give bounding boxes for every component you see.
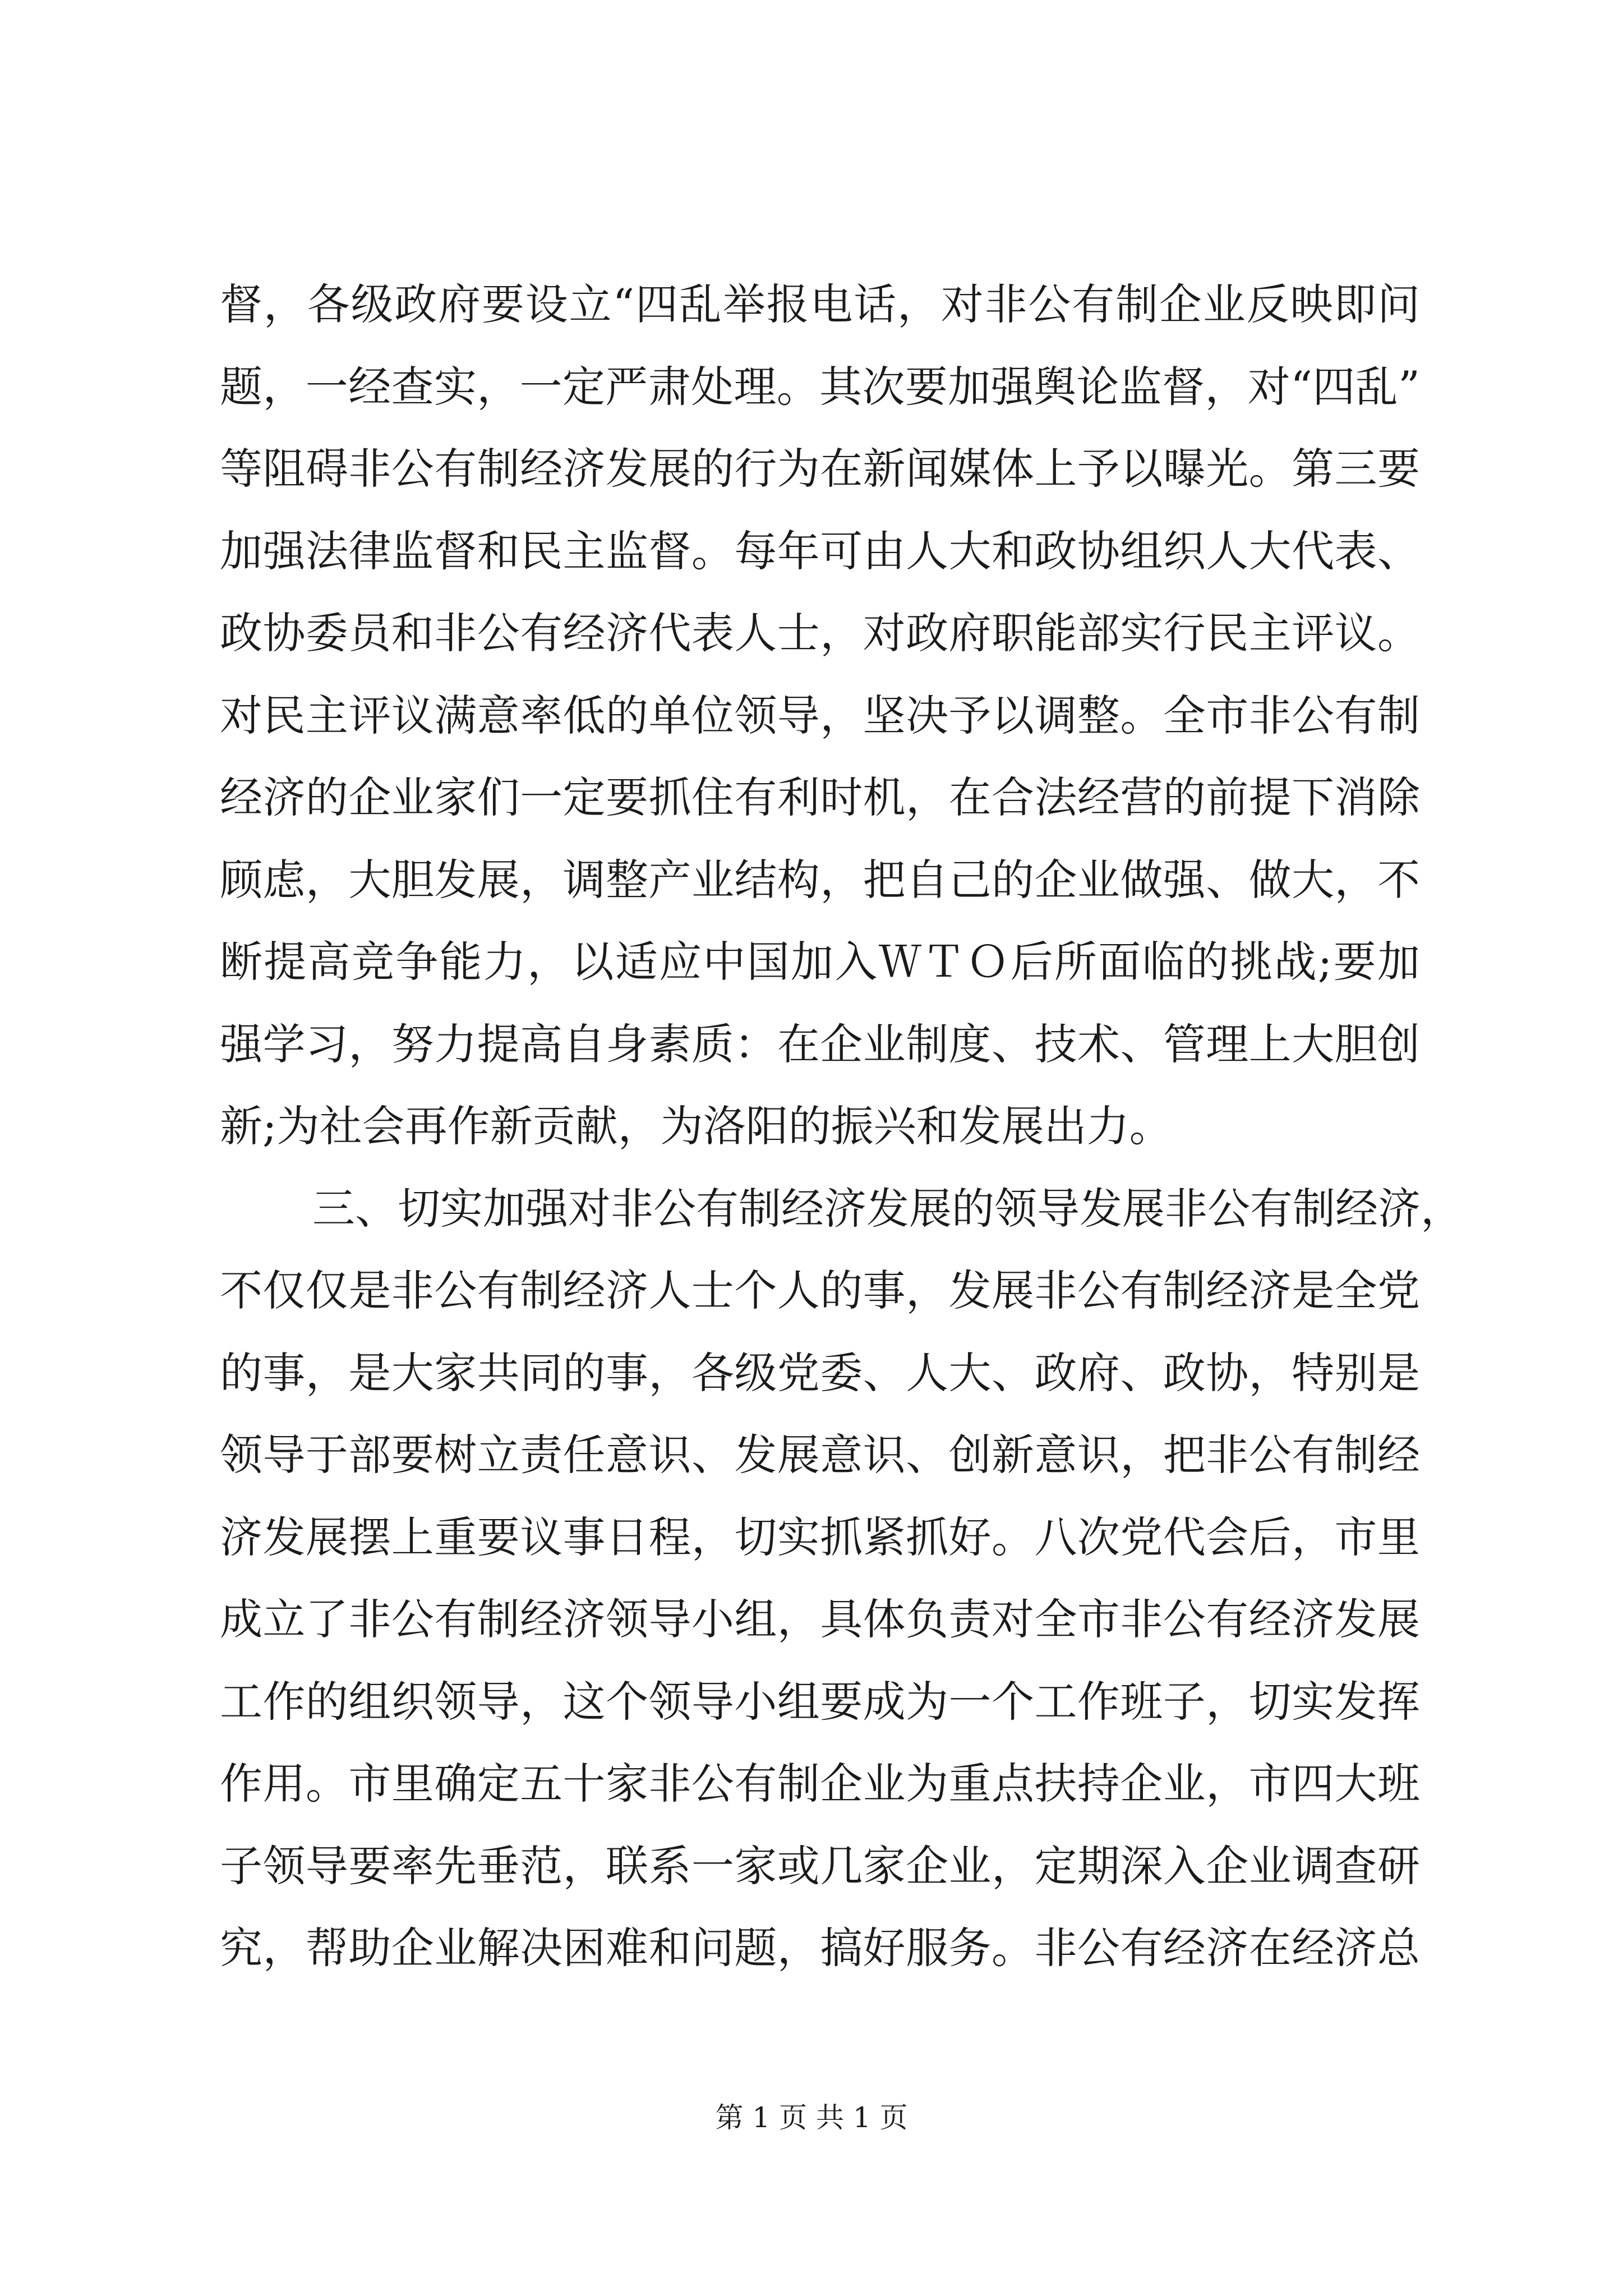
text-line: 的事，是大家共同的事，各级党委、人大、政府、政协，特别是 (220, 1347, 1420, 1398)
text-line: 究，帮助企业解决困难和问题，搞好服务。非公有经济在经济总 (220, 1923, 1420, 1973)
section-heading-line: 三、切实加强对非公有制经济发展的领导发展非公有制经济， (312, 1183, 1463, 1234)
text-line: 子领导要率先垂范，联系一家或几家企业，定期深入企业调查研 (220, 1841, 1420, 1891)
text-line: 强学习，努力提高自身素质：在企业制度、技术、管理上大胆创 (220, 1019, 1420, 1069)
text-line: 领导于部要树立责任意识、发展意识、创新意识，把非公有制经 (220, 1430, 1420, 1480)
text-line: 作用。市里确定五十家非公有制企业为重点扶持企业，市四大班 (220, 1759, 1420, 1809)
text-line: 对民主评议满意率低的单位领导，坚决予以调整。全市非公有制 (220, 690, 1420, 740)
text-line: 不仅仅是非公有制经济人士个人的事，发展非公有制经济是全党 (220, 1266, 1420, 1315)
text-line: 断提高竞争能力，以适应中国加入ＷＴＯ后所面临的挑战;要加 (220, 937, 1420, 987)
text-line: 经济的企业家们一定要抓住有利时机，在合法经营的前提下消除 (220, 772, 1420, 822)
text-line: 题，一经查实，一定严肃处理。其次要加强舆论监督，对“四乱” (220, 361, 1420, 412)
text-line: 顾虑，大胆发展，调整产业结构，把自己的企业做强、做大，不 (220, 854, 1420, 905)
text-line: 济发展摆上重要议事日程，切实抓紧抓好。八次党代会后，市里 (220, 1512, 1420, 1562)
text-line: 新;为社会再作新贡献，为洛阳的振兴和发展出力。 (220, 1101, 1172, 1151)
document-body (220, 264, 1463, 1990)
text-line: 督，各级政府要设立“四乱举报电话，对非公有制企业反映即问 (220, 279, 1420, 329)
text-line: 加强法律监督和民主监督。每年可由人大和政协组织人大代表、 (220, 526, 1420, 576)
page-number-footer: 第 1 页 共 1 页 (715, 2101, 908, 2134)
text-line: 等阻碍非公有制经济发展的行为在新闻媒体上予以曝光。第三要 (220, 444, 1420, 494)
text-line: 成立了非公有制经济领导小组，具体负责对全市非公有经济发展 (220, 1594, 1420, 1644)
text-line: 工作的组织领导，这个领导小组要成为一个工作班子，切实发挥 (220, 1676, 1420, 1727)
text-line: 政协委员和非公有经济代表人士，对政府职能部实行民主评议。 (220, 608, 1420, 658)
